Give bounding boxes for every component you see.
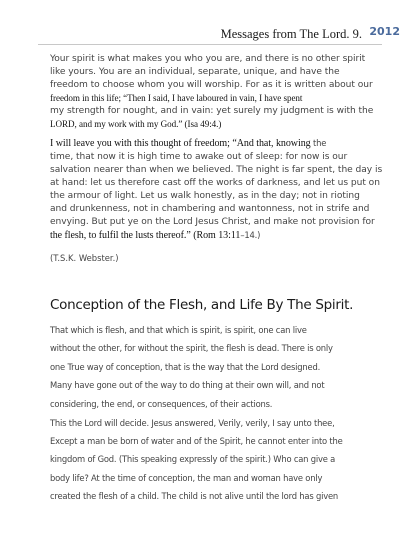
text-line: envying. But put ye on the Lord Jesus Christ, and make not provision for [50, 217, 375, 227]
signature: (T.S.K. Webster.) [50, 253, 119, 263]
header-year: 2012 [369, 25, 400, 38]
text-line: salvation nearer than when we believed. The night is far spent, the day is [50, 165, 383, 175]
text-line: one True way of conception, that is the way that the Lord designed. [50, 361, 321, 372]
text-line [50, 137, 390, 151]
paragraph-born-of-spirit [50, 418, 390, 502]
text-line: time, that now it is high time to awake out of sleep: for now is our [50, 152, 348, 162]
header-title: Messages from The Lord. 9. [220, 27, 362, 41]
text-line [50, 229, 390, 243]
text-line: like yours. You are an individual, separate, unique, and have the [50, 67, 340, 77]
text-line: freedom in this life; “Then I said, I have laboured in vain, I have spent [50, 93, 303, 103]
text-span: I will leave you with this thought of freedom; “And that, knowing [50, 138, 311, 149]
text-line: at hand: let us therefore cast off the works of darkness, and let us put on [50, 178, 380, 188]
text-line: kingdom of God. (This speaking expressly of the spirit.) Who can give a [50, 454, 336, 465]
text-span: the [310, 138, 327, 148]
text-line: Many have gone out of the way to do thing at their own will, and not [50, 380, 325, 391]
paragraph-conception [50, 325, 390, 409]
text-line: This the Lord will decide. Jesus answered, Verily, verily, I say unto thee, [50, 417, 335, 428]
text-line: LORD, and my work with my God.” (Isa 49:4.) [50, 119, 222, 129]
text-line: my strength for nought, and in vain: yet surely my judgment is with the [50, 106, 374, 116]
header-divider [38, 44, 382, 45]
text-line: considering, the end, or consequences, of their actions. [50, 398, 273, 409]
text-line: Except a man be born of water and of the Spirit, he cannot enter into the [50, 435, 343, 446]
text-line: without the other, for without the spirit, the flesh is dead. There is only [50, 343, 333, 354]
text-line: created the flesh of a child. The child is not alive until the lord has given [50, 491, 339, 502]
text-line: That which is flesh, and that which is spirit, is spirit, one can live [50, 325, 307, 335]
page-header [0, 0, 420, 48]
text-line: body life? At the time of conception, the man and woman have only [50, 472, 323, 483]
text-line: and drunkenness, not in chambering and wantonness, not in strife and [50, 204, 370, 214]
section-heading: Conception of the Flesh, and Life By The Spirit. [50, 297, 354, 313]
text-line: freedom to choose whom you will worship. For as it is written about our [50, 80, 373, 90]
page-content [50, 53, 390, 510]
text-line: the armour of light. Let us walk honestly, as in the day; not in rioting [50, 191, 360, 201]
paragraph-spirit [50, 53, 390, 131]
text-line: Your spirit is what makes you who you are, and there is no other spirit [50, 54, 366, 64]
text-span: the flesh, to fulfil the lusts thereof.” (Rom 13:11 [50, 230, 241, 241]
paragraph-freedom [50, 137, 390, 243]
text-span: –14.) [240, 230, 261, 240]
